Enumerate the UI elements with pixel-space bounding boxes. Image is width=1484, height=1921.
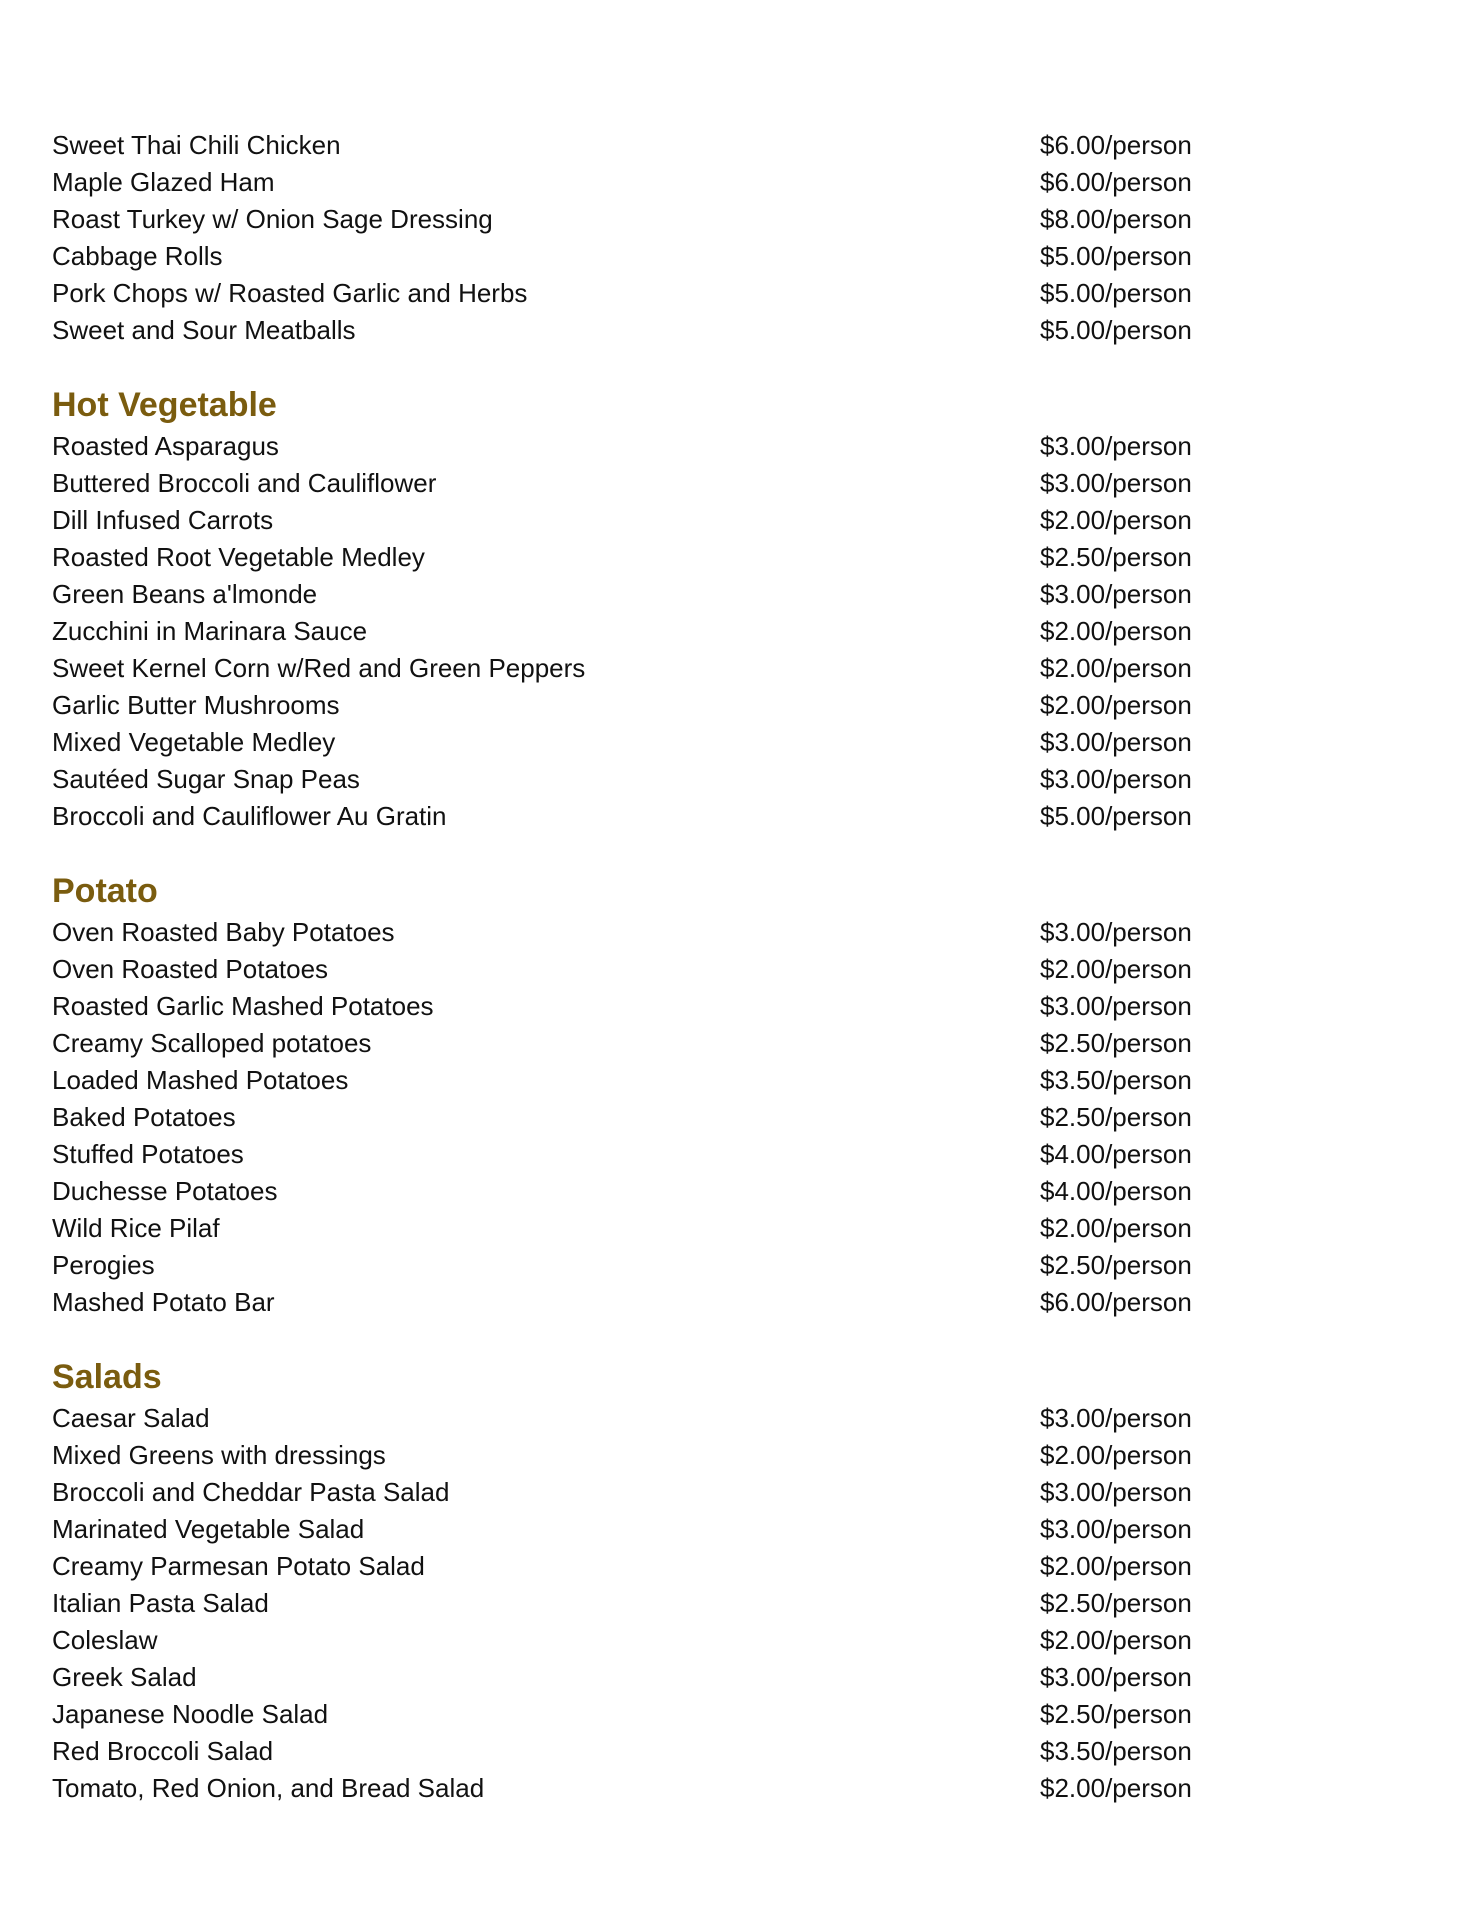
- menu-item-price: $2.00/person: [1040, 690, 1192, 720]
- menu-item-price: $2.00/person: [1040, 1773, 1192, 1803]
- menu-item-row: [52, 1659, 1202, 1696]
- section-heading: Salads: [52, 1358, 162, 1396]
- menu-item-price: $6.00/person: [1040, 167, 1192, 197]
- menu-item-row: [52, 1173, 1202, 1210]
- menu-item-price: $2.00/person: [1040, 505, 1192, 535]
- menu-item-price: $2.50/person: [1040, 1699, 1192, 1729]
- menu-item-name: Japanese Noodle Salad: [52, 1699, 329, 1729]
- menu-item-price: $2.50/person: [1040, 1588, 1192, 1618]
- menu-item-price: $3.00/person: [1040, 1477, 1192, 1507]
- menu-item-name: Creamy Parmesan Potato Salad: [52, 1551, 425, 1581]
- menu-item-row: [52, 1400, 1202, 1437]
- menu-item-name: Wild Rice Pilaf: [52, 1213, 220, 1243]
- menu-item-name: Greek Salad: [52, 1662, 197, 1692]
- menu-item-row: [52, 164, 1202, 201]
- menu-item-price: $2.00/person: [1040, 1551, 1192, 1581]
- menu-item-name: Green Beans a'lmonde: [52, 579, 318, 609]
- menu-item-row: [52, 761, 1202, 798]
- menu-item-row: [52, 650, 1202, 687]
- menu-item-name: Pork Chops w/ Roasted Garlic and Herbs: [52, 278, 528, 308]
- menu-item-name: Sautéed Sugar Snap Peas: [52, 764, 360, 794]
- menu-item-price: $3.00/person: [1040, 468, 1192, 498]
- section-heading: Hot Vegetable: [52, 386, 277, 424]
- menu-item-row: [52, 201, 1202, 238]
- menu-item-row: [52, 1210, 1202, 1247]
- menu-item-name: Roasted Root Vegetable Medley: [52, 542, 425, 572]
- menu-item-name: Dill Infused Carrots: [52, 505, 274, 535]
- menu-item-name: Duchesse Potatoes: [52, 1176, 278, 1206]
- menu-item-price: $3.00/person: [1040, 917, 1192, 947]
- menu-item-row: [52, 1099, 1202, 1136]
- menu-item-row: [52, 275, 1202, 312]
- menu-item-price: $3.00/person: [1040, 1403, 1192, 1433]
- menu-item-price: $2.50/person: [1040, 542, 1192, 572]
- menu-item-row: [52, 539, 1202, 576]
- menu-item-row: [52, 465, 1202, 502]
- section-spacer: [52, 1321, 1202, 1355]
- menu-item-name: Coleslaw: [52, 1625, 158, 1655]
- menu-item-price: $2.00/person: [1040, 1625, 1192, 1655]
- menu-item-price: $3.00/person: [1040, 1514, 1192, 1544]
- menu-item-row: [52, 1770, 1202, 1807]
- menu-item-name: Garlic Butter Mushrooms: [52, 690, 340, 720]
- menu-item-row: [52, 238, 1202, 275]
- menu-item-row: [52, 613, 1202, 650]
- menu-item-price: $2.50/person: [1040, 1102, 1192, 1132]
- menu-item-price: $2.00/person: [1040, 616, 1192, 646]
- menu-item-row: [52, 724, 1202, 761]
- menu-item-row: [52, 1622, 1202, 1659]
- menu-item-row: [52, 1733, 1202, 1770]
- menu-item-name: Mixed Greens with dressings: [52, 1440, 386, 1470]
- menu-item-price: $3.50/person: [1040, 1065, 1192, 1095]
- menu-item-row: [52, 951, 1202, 988]
- menu-item-name: Creamy Scalloped potatoes: [52, 1028, 372, 1058]
- menu-item-row: [52, 1025, 1202, 1062]
- menu-item-name: Cabbage Rolls: [52, 241, 223, 271]
- menu-item-row: [52, 576, 1202, 613]
- menu-item-name: Caesar Salad: [52, 1403, 210, 1433]
- menu-item-price: $2.00/person: [1040, 1440, 1192, 1470]
- menu-item-row: [52, 1247, 1202, 1284]
- menu-item-name: Stuffed Potatoes: [52, 1139, 244, 1169]
- menu-item-name: Roasted Asparagus: [52, 431, 279, 461]
- menu-item-name: Loaded Mashed Potatoes: [52, 1065, 349, 1095]
- section-spacer: [52, 349, 1202, 383]
- menu-item-row: [52, 687, 1202, 724]
- menu-item-price: $5.00/person: [1040, 278, 1192, 308]
- menu-item-row: [52, 312, 1202, 349]
- menu-item-row: [52, 428, 1202, 465]
- menu-item-row: [52, 127, 1202, 164]
- menu-item-price: $3.00/person: [1040, 579, 1192, 609]
- menu-item-price: $8.00/person: [1040, 204, 1192, 234]
- menu-item-name: Italian Pasta Salad: [52, 1588, 269, 1618]
- menu-item-price: $3.50/person: [1040, 1736, 1192, 1766]
- menu-item-price: $3.00/person: [1040, 431, 1192, 461]
- menu-item-name: Perogies: [52, 1250, 155, 1280]
- menu-item-name: Roasted Garlic Mashed Potatoes: [52, 991, 434, 1021]
- menu-item-name: Mashed Potato Bar: [52, 1287, 275, 1317]
- menu-item-price: $2.50/person: [1040, 1028, 1192, 1058]
- menu-item-row: [52, 1511, 1202, 1548]
- menu-item-price: $2.50/person: [1040, 1250, 1192, 1280]
- menu-item-name: Maple Glazed Ham: [52, 167, 275, 197]
- menu-item-name: Roast Turkey w/ Onion Sage Dressing: [52, 204, 493, 234]
- menu-item-name: Zucchini in Marinara Sauce: [52, 616, 368, 646]
- menu-item-row: [52, 914, 1202, 951]
- menu-item-row: [52, 798, 1202, 835]
- menu-item-price: $2.00/person: [1040, 653, 1192, 683]
- menu-item-name: Broccoli and Cauliflower Au Gratin: [52, 801, 447, 831]
- menu-item-price: $6.00/person: [1040, 130, 1192, 160]
- menu-item-price: $2.00/person: [1040, 1213, 1192, 1243]
- section-heading: Potato: [52, 872, 158, 910]
- menu-item-name: Red Broccoli Salad: [52, 1736, 274, 1766]
- menu-item-price: $4.00/person: [1040, 1139, 1192, 1169]
- menu-item-name: Oven Roasted Baby Potatoes: [52, 917, 395, 947]
- menu-item-row: [52, 1437, 1202, 1474]
- menu-item-price: $4.00/person: [1040, 1176, 1192, 1206]
- menu-item-name: Baked Potatoes: [52, 1102, 236, 1132]
- menu-item-price: $3.00/person: [1040, 727, 1192, 757]
- menu-item-price: $5.00/person: [1040, 315, 1192, 345]
- menu-item-name: Buttered Broccoli and Cauliflower: [52, 468, 437, 498]
- menu-item-name: Sweet Kernel Corn w/Red and Green Peppers: [52, 653, 586, 683]
- menu-item-name: Sweet Thai Chili Chicken: [52, 130, 341, 160]
- menu-page: [52, 127, 1202, 1807]
- menu-item-row: [52, 1284, 1202, 1321]
- menu-item-price: $2.00/person: [1040, 954, 1192, 984]
- menu-item-row: [52, 988, 1202, 1025]
- menu-item-row: [52, 1136, 1202, 1173]
- menu-item-name: Sweet and Sour Meatballs: [52, 315, 356, 345]
- menu-item-price: $3.00/person: [1040, 1662, 1192, 1692]
- menu-item-price: $3.00/person: [1040, 764, 1192, 794]
- menu-item-price: $5.00/person: [1040, 801, 1192, 831]
- menu-item-row: [52, 1062, 1202, 1099]
- menu-item-row: [52, 1474, 1202, 1511]
- menu-item-price: $6.00/person: [1040, 1287, 1192, 1317]
- menu-item-name: Marinated Vegetable Salad: [52, 1514, 365, 1544]
- menu-item-name: Mixed Vegetable Medley: [52, 727, 336, 757]
- menu-item-price: $5.00/person: [1040, 241, 1192, 271]
- menu-item-name: Tomato, Red Onion, and Bread Salad: [52, 1773, 485, 1803]
- menu-item-price: $3.00/person: [1040, 991, 1192, 1021]
- menu-item-row: [52, 1696, 1202, 1733]
- menu-item-row: [52, 502, 1202, 539]
- menu-item-name: Broccoli and Cheddar Pasta Salad: [52, 1477, 450, 1507]
- menu-item-name: Oven Roasted Potatoes: [52, 954, 329, 984]
- menu-item-row: [52, 1548, 1202, 1585]
- section-spacer: [52, 835, 1202, 869]
- menu-item-row: [52, 1585, 1202, 1622]
